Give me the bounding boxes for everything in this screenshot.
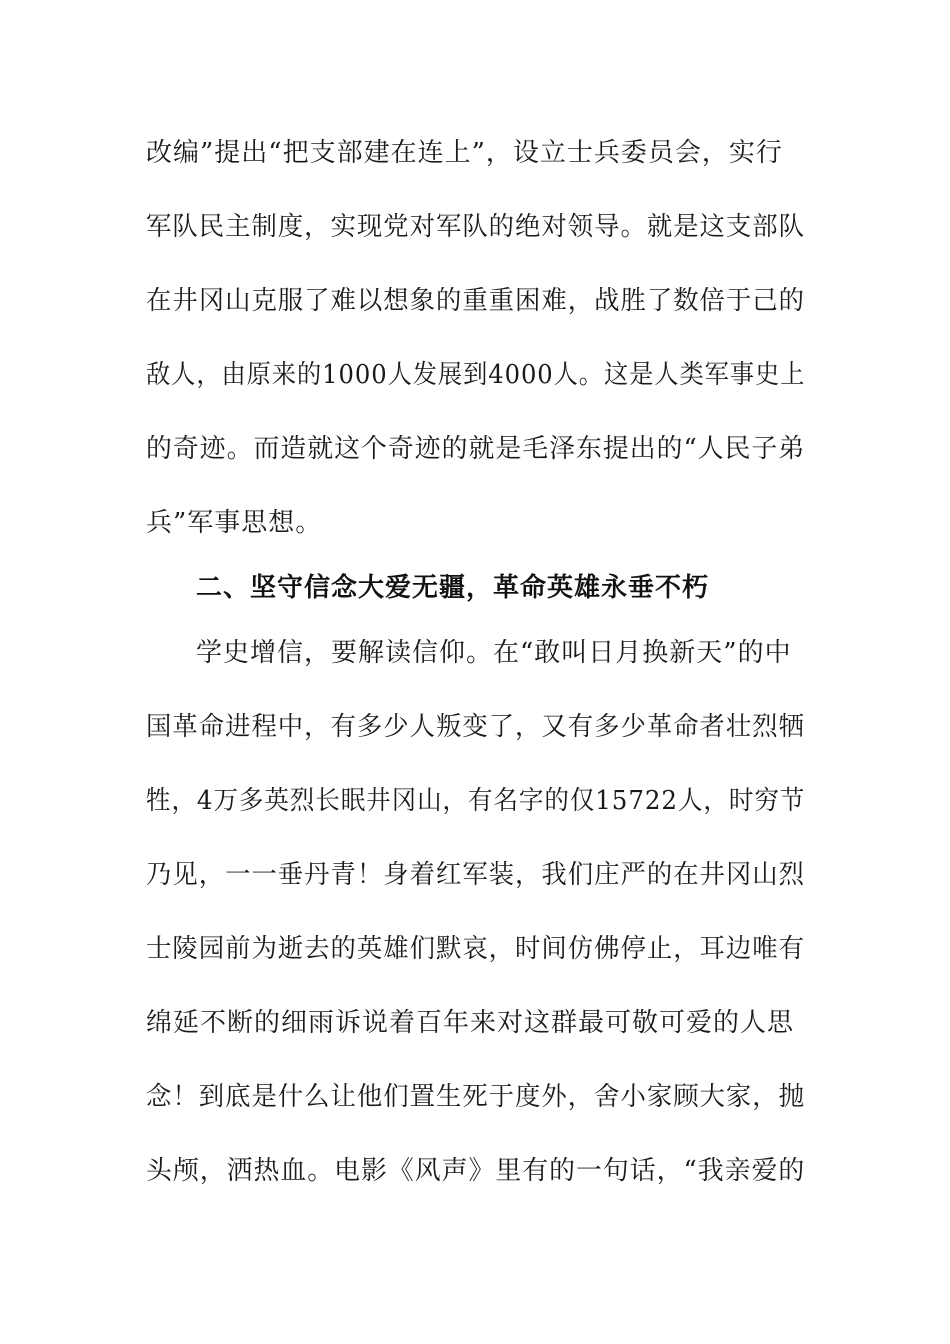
text-line: 念！到底是什么让他们置生死于度外，舍小家顾大家，抛 [146,1082,806,1112]
text-line: 乃见，一一垂丹青！身着红军装，我们庄严的在井冈山烈 [146,860,806,890]
text-line: 改编”提出“把支部建在连上”，设立士兵委员会，实行 [146,138,783,168]
text-line: 头颅，洒热血。电影《风声》里有的一句话，“我亲爱的 [146,1156,806,1186]
text-line: 的奇迹。而造就这个奇迹的就是毛泽东提出的“人民子弟 [146,434,806,464]
text-line: 士陵园前为逝去的英雄们默哀，时间仿佛停止，耳边唯有 [146,934,806,964]
text-line: 在井冈山克服了难以想象的重重困难，战胜了数倍于己的 [146,286,806,316]
text-line: 绵延不断的细雨诉说着百年来对这群最可敬可爱的人思 [146,1008,795,1038]
text-line: 学史增信，要解读信仰。在“敢叫日月换新天”的中 [196,638,792,668]
section-heading: 二、坚守信念大爱无疆，革命英雄永垂不朽 [196,573,710,603]
text-line: 敌人，由原来的1000人发展到4000人。这是人类军事史上 [146,360,806,390]
text-line: 国革命进程中，有多少人叛变了，又有多少革命者壮烈牺 [146,712,806,742]
text-line: 兵”军事思想。 [146,508,323,538]
text-line: 军队民主制度，实现党对军队的绝对领导。就是这支部队 [146,212,806,242]
text-line: 牲，4万多英烈长眠井冈山，有名字的仅15722人，时穷节 [146,786,806,816]
